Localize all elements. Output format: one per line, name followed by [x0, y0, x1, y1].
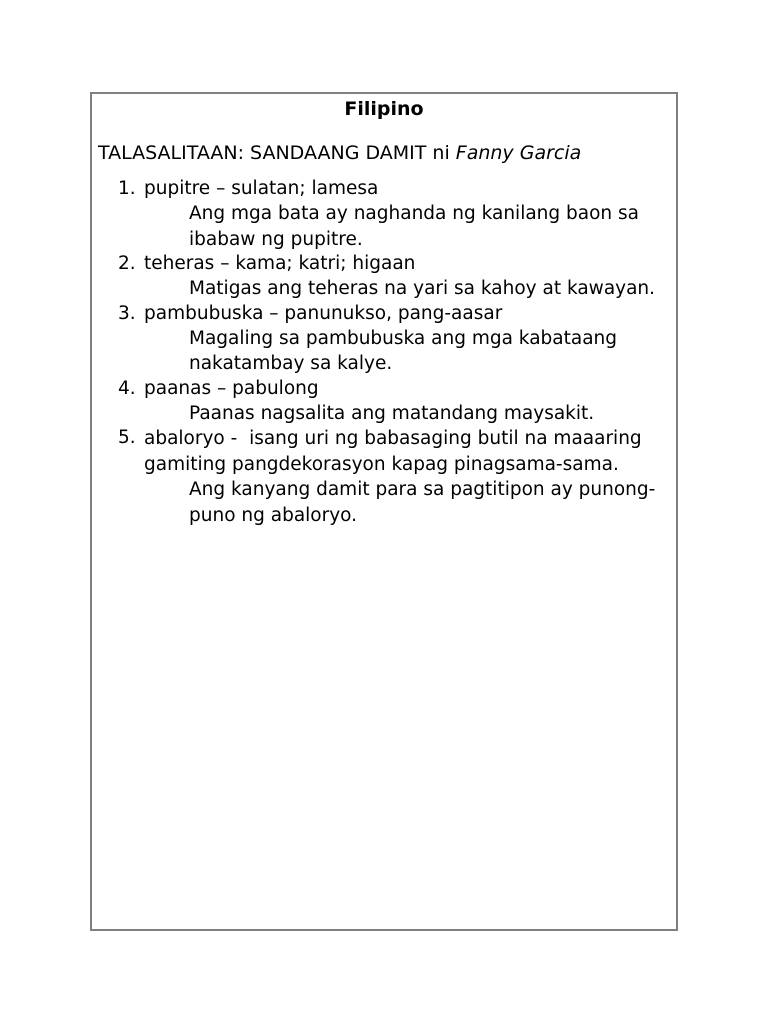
vocabulary-list [92, 177, 676, 528]
list-item [92, 377, 676, 427]
heading-author: Fanny Garcia [455, 142, 582, 164]
item-example: Ang mga bata ay naghanda ng kanilang baon sa ibabaw ng pupitre. [189, 203, 639, 250]
item-term: pambubuska – panunukso, pang-aasar [144, 302, 503, 324]
item-term: pupitre – sulatan; lamesa [144, 178, 379, 199]
item-number: 3. [118, 302, 136, 324]
list-item [92, 177, 676, 252]
item-number: 4. [118, 377, 136, 399]
item-term: abaloryo - isang uri ng babasaging butil na maaaring gamiting pangdekorasyon kapag pinagsama-sama. [144, 428, 648, 475]
list-item [92, 426, 676, 528]
page-title: Filipino [344, 98, 424, 120]
item-term: paanas – pabulong [144, 377, 319, 399]
item-example: Magaling sa pambubuska ang mga kabataang nakatambay sa kalye. [189, 327, 618, 374]
item-number: 2. [118, 253, 136, 274]
item-number: 5. [118, 427, 136, 448]
item-example: Paanas nagsalita ang matandang maysakit. [189, 402, 595, 424]
item-example: Matigas ang teheras na yari sa kahoy at kawayan. [189, 278, 656, 299]
list-item [92, 252, 676, 302]
item-example: Ang kanyang damit para sa pagtitipon ay punong-puno ng abaloryo. [189, 479, 656, 526]
document-frame [90, 92, 678, 931]
list-item [92, 302, 676, 377]
section-heading [98, 141, 581, 165]
item-term: teheras – kama; katri; higaan [144, 253, 416, 274]
item-number: 1. [118, 178, 136, 199]
heading-text: TALASALITAAN: SANDAANG DAMIT ni [98, 142, 456, 164]
